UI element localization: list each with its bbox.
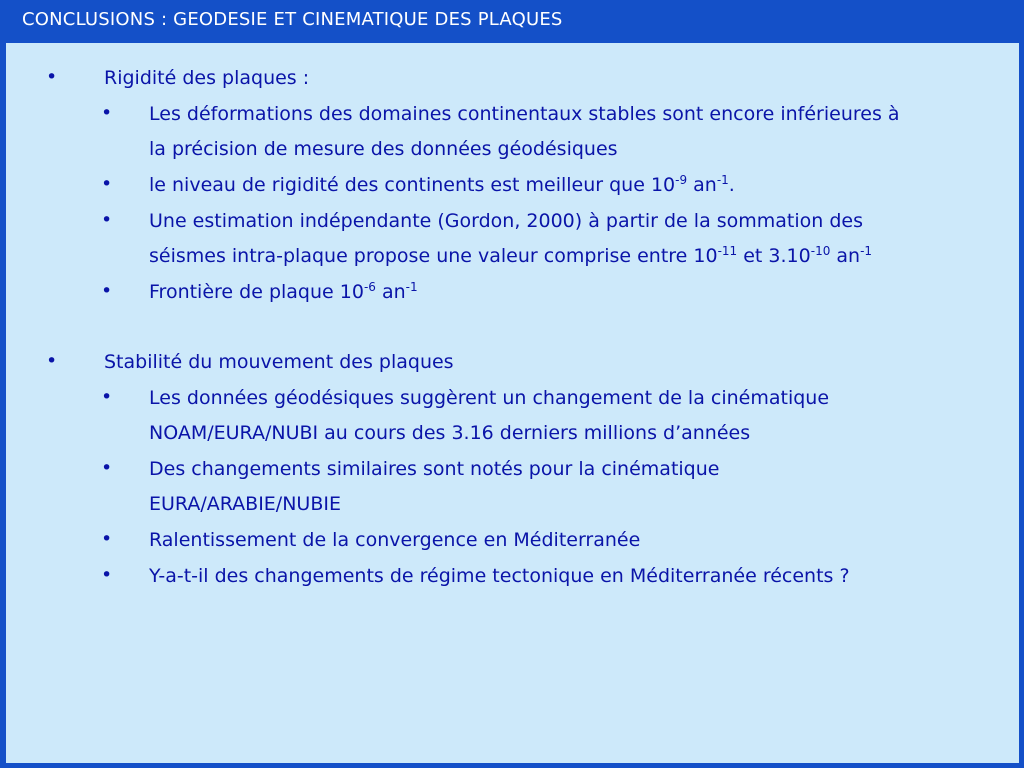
item-bullet: • xyxy=(101,564,113,586)
section-bullet: • xyxy=(46,66,58,88)
item-text-line: Y-a-t-il des changements de régime tectonique en Méditerranée récents ? xyxy=(149,565,850,587)
item-text-line: séismes intra-plaque propose une valeur comprise entre $10^{-11}$ et $3.10^{-10}$ $an^{-1}$ xyxy=(149,244,873,267)
item-text-rigidite-level: le niveau de rigidité des continents est meilleur que $10^{-9}$ $an^{-1}$. xyxy=(149,173,735,196)
item-bullet: • xyxy=(101,280,113,302)
item-text-line: Les déformations des domaines continentaux stables sont encore inférieures à xyxy=(149,103,900,125)
item-bullet: • xyxy=(101,102,113,124)
section-heading-stabilite: Stabilité du mouvement des plaques xyxy=(104,351,454,373)
item-bullet: • xyxy=(101,209,113,231)
item-bullet: • xyxy=(101,386,113,408)
item-text-frontiere: Frontière de plaque $10^{-6}$ $an^{-1}$ xyxy=(149,280,418,303)
section-bullet: • xyxy=(46,350,58,372)
item-text-line: Les données géodésiques suggèrent un changement de la cinématique xyxy=(149,387,830,409)
item-text-line: NOAM/EURA/NUBI au cours des 3.16 derniers millions d’années xyxy=(149,422,751,444)
item-text-line: la précision de mesure des données géodésiques xyxy=(149,138,618,160)
item-bullet: • xyxy=(101,173,113,195)
item-text-line: Des changements similaires sont notés pour la cinématique xyxy=(149,458,720,480)
item-text-line: EURA/ARABIE/NUBIE xyxy=(149,493,341,515)
item-text-line: Une estimation indépendante (Gordon, 2000) à partir de la sommation des xyxy=(149,210,864,232)
section-heading-rigidite: Rigidité des plaques : xyxy=(104,67,310,89)
item-bullet: • xyxy=(101,457,113,479)
item-text-line: Ralentissement de la convergence en Méditerranée xyxy=(149,529,641,551)
slide-title: CONCLUSIONS : GEODESIE ET CINEMATIQUE DES PLAQUES xyxy=(22,9,563,30)
item-bullet: • xyxy=(101,528,113,550)
content-panel xyxy=(6,43,1019,763)
